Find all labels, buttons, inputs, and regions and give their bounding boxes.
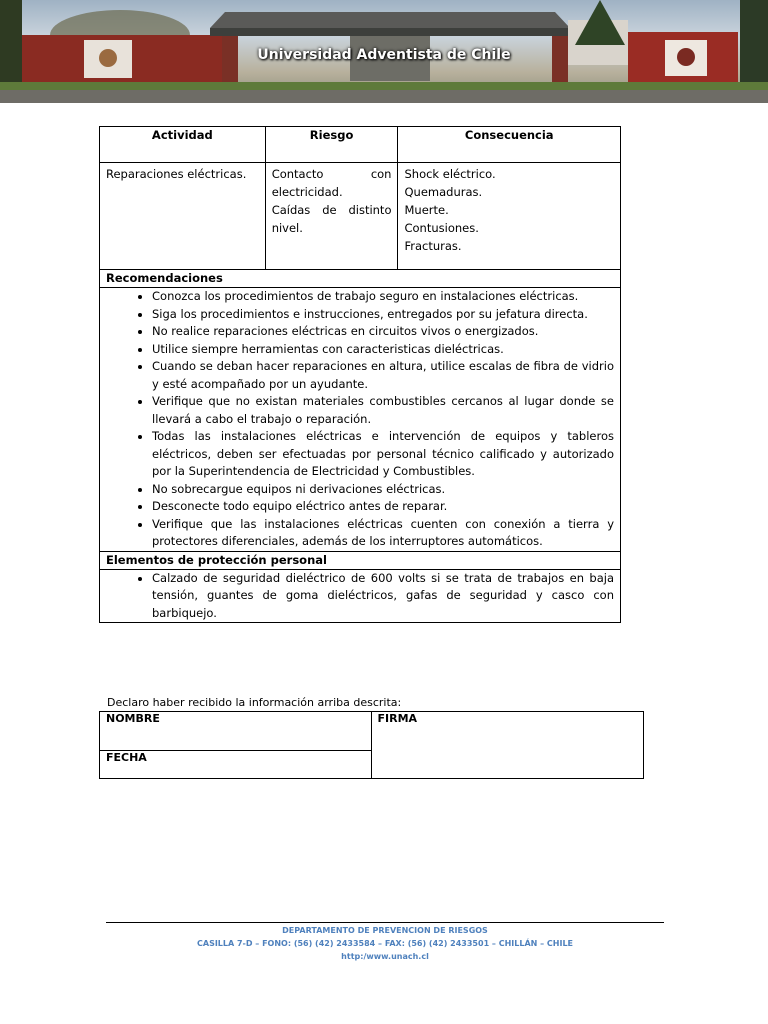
header-activity: Actividad: [100, 127, 266, 163]
recommendations-title: Recomendaciones: [100, 270, 621, 288]
list-item: • Conozca los procedimientos de trabajo seguro en instalaciones eléctricas.: [152, 288, 614, 306]
consequence-item: Contusiones.: [404, 221, 479, 235]
consequence-item: Shock eléctrico.: [404, 167, 496, 181]
header-banner: [0, 0, 768, 103]
signature-label: FIRMA: [377, 712, 418, 725]
ppe-list: [100, 570, 614, 623]
risk-item: Caídas de distinto nivel.: [271, 203, 392, 235]
list-item: • Siga los procedimientos e instrucciones, entregados por su jefatura directa.: [152, 306, 614, 324]
name-field[interactable]: [100, 712, 372, 751]
risk-cell: [265, 163, 398, 270]
list-item: • Todas las instalaciones eléctricas e intervención de equipos y tableros eléctricos, deben ser efectuadas por personal técnico calificado y autorizado por la Superintendencia de Electricidad y Combustibles.: [152, 428, 614, 481]
signature-table: [99, 711, 644, 779]
university-name: Universidad Adventista de Chile: [257, 47, 511, 63]
footer-divider: [106, 922, 664, 923]
ppe-title: Elementos de protección personal: [100, 551, 621, 569]
date-field[interactable]: [100, 751, 372, 779]
consequence-item: Muerte.: [404, 203, 449, 217]
footer-website-link[interactable]: http:/www.unach.cl: [341, 952, 429, 961]
activity-text: Reparaciones eléctricas.: [106, 167, 247, 181]
name-label: NOMBRE: [106, 712, 160, 725]
consequence-item: Quemaduras.: [404, 185, 483, 199]
activity-cell: [100, 163, 266, 270]
list-item: • Cuando se deban hacer reparaciones en altura, utilice escalas de fibra de vidrio y esté acompañado por un ayudante.: [152, 358, 614, 393]
date-label: FECHA: [106, 751, 147, 764]
consequence-cell: [398, 163, 621, 270]
risk-table: [99, 126, 621, 623]
header-risk: Riesgo: [265, 127, 398, 163]
list-item: • Utilice siempre herramientas con caracteristicas dieléctricas.: [152, 341, 614, 359]
list-item: • Verifique que las instalaciones eléctricas cuenten con conexión a tierra y protectores diferenciales, además de los interruptores automáticos.: [152, 516, 614, 551]
list-item: • Calzado de seguridad dieléctrico de 600 volts si se trata de trabajos en baja tensión, guantes de goma dieléctricos, gafas de seguridad y casco con barbiquejo.: [152, 570, 614, 623]
list-item: • No sobrecargue equipos ni derivaciones eléctricas.: [152, 481, 614, 499]
footer-department: DEPARTAMENTO DE PREVENCION DE RIESGOS: [282, 926, 488, 935]
recommendations-list: [100, 288, 614, 551]
header-consequence: Consecuencia: [398, 127, 621, 163]
consequence-item: Fracturas.: [404, 239, 462, 253]
recommendations-cell: [100, 288, 621, 552]
risk-item: Contacto con electricidad.: [271, 167, 392, 199]
footer-contact: CASILLA 7-D – FONO: (56) (42) 2433584 – FAX: (56) (42) 2433501 – CHILLÁN – CHILE: [197, 939, 573, 948]
ppe-cell: [100, 569, 621, 623]
list-item: • No realice reparaciones eléctricas en circuitos vivos o energizados.: [152, 323, 614, 341]
footer: [106, 924, 664, 963]
list-item: • Desconecte todo equipo eléctrico antes de reparar.: [152, 498, 614, 516]
signature-field[interactable]: [371, 712, 643, 779]
declaration-text: Declaro haber recibido la información arriba descrita:: [107, 696, 402, 709]
list-item: • Verifique que no existan materiales combustibles cercanos al lugar donde se llevará a cabo el trabajo o reparación.: [152, 393, 614, 428]
